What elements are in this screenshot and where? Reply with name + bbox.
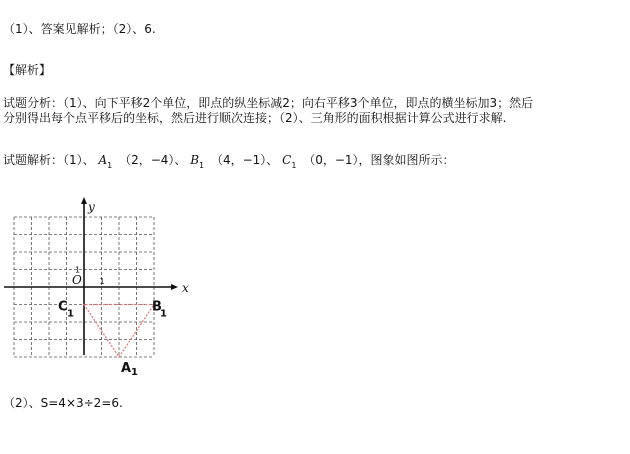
label-b1-subscript: 1 [160, 308, 167, 320]
x-axis-label: x [182, 281, 189, 295]
coordinate-graph [0, 190, 200, 380]
y-axis-label: y [88, 200, 95, 214]
point-c-coord: （0，−1），图象如图所示： [303, 153, 455, 167]
axes [4, 197, 178, 355]
label-c1: C [58, 299, 68, 315]
x-tick-label: 1 [99, 277, 105, 286]
analysis-line-1: 试题分析：（1）、向下平移2个单位，即点的纵坐标减2；向右平移3个单位，即点的横坐标加3；然后 [3, 96, 534, 110]
analysis-line-2: 分别得出每个点平移后的坐标，然后进行顺次连接；（2）、三角形的面积根据计算公式进行求解. [3, 111, 507, 125]
point-c-subscript: 1 [291, 161, 297, 170]
point-b-letter: B [190, 153, 200, 167]
y-axis-arrow [81, 197, 87, 204]
label-a1-subscript: 1 [131, 367, 138, 378]
y-tick-label: 1 [75, 265, 81, 275]
solution-prefix: 试题解析：（1）、 [3, 153, 95, 167]
label-b1: B [152, 299, 162, 315]
area-line: （2）、S=4×3÷2=6. [3, 396, 123, 410]
point-a-subscript: 1 [107, 161, 113, 170]
point-a-letter: A [98, 153, 108, 167]
label-a1: A [121, 361, 132, 376]
point-b-subscript: 1 [199, 161, 205, 170]
origin-label: O [72, 273, 82, 287]
solution-line [3, 152, 455, 174]
x-axis-arrow [171, 284, 178, 290]
point-a-coord: （2，−4）、 [119, 153, 187, 167]
section-title: 【解析】 [3, 63, 52, 77]
point-c-letter: C [282, 153, 292, 167]
label-c1-subscript: 1 [67, 308, 74, 320]
point-b-coord: （4，−1）、 [210, 153, 279, 167]
answer-line: （1）、答案见解析；（2）、6. [3, 22, 156, 36]
